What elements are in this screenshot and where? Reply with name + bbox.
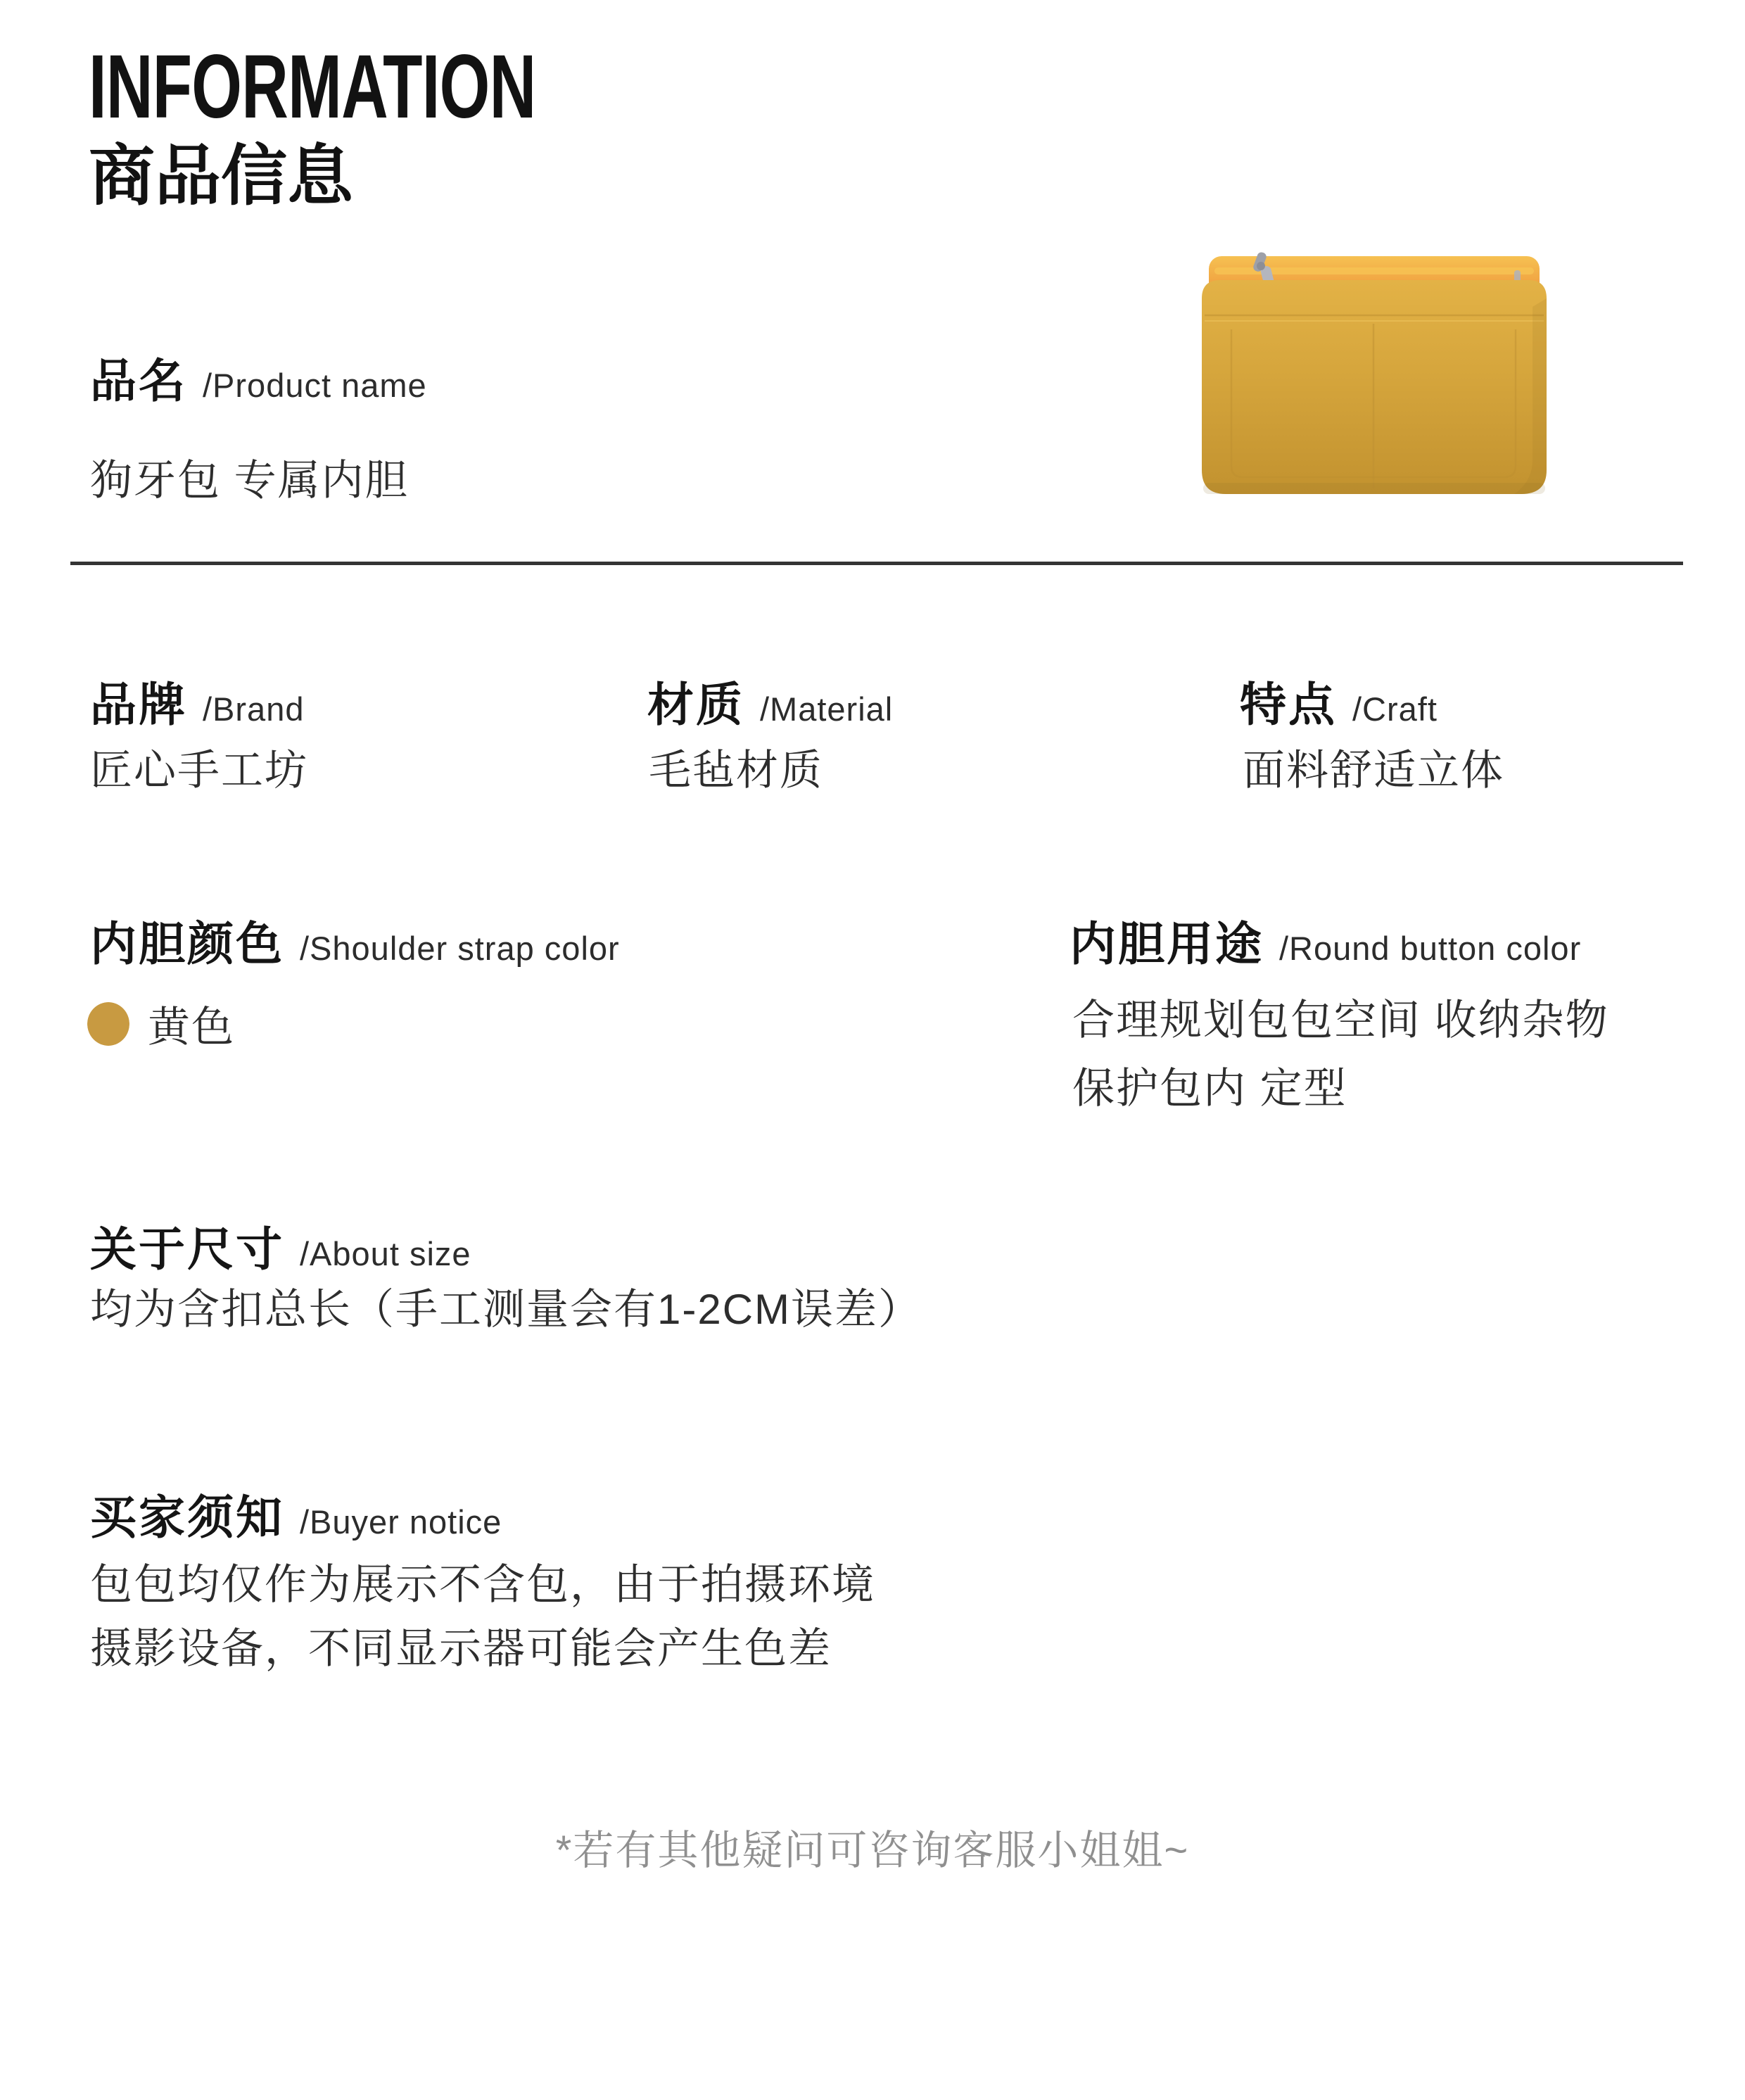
craft-label-en: /Craft bbox=[1352, 690, 1438, 728]
buyer-notice-label-cn: 买家须知 bbox=[90, 1491, 284, 1543]
brand-label-en: /Brand bbox=[203, 690, 305, 728]
section-material bbox=[647, 667, 893, 734]
buyer-notice-line2: 摄影设备，不同显示器可能会产生色差 bbox=[90, 1625, 832, 1672]
section-liner-usage bbox=[1070, 906, 1581, 973]
product-name-value: 狗牙包 专属内胆 bbox=[90, 457, 409, 504]
page-title-cn: 商品信息 bbox=[89, 139, 354, 213]
divider-line bbox=[70, 562, 1683, 565]
bag-illustration bbox=[1196, 251, 1552, 498]
brand-label-cn: 品牌 bbox=[90, 678, 187, 730]
about-size-label-cn: 关于尺寸 bbox=[90, 1223, 284, 1275]
craft-value: 面料舒适立体 bbox=[1243, 747, 1504, 794]
about-size-value: 均为含扣总长（手工测量会有1-2CM误差） bbox=[90, 1286, 922, 1333]
product-name-label-en: /Product name bbox=[203, 367, 427, 404]
brand-value: 匠心手工坊 bbox=[90, 747, 308, 794]
footer-note: *若有其他疑问可咨询客服小姐姐~ bbox=[555, 1828, 1190, 1873]
liner-usage-line1: 合理规划包包空间 收纳杂物 bbox=[1072, 997, 1609, 1044]
section-product-name bbox=[90, 343, 427, 410]
section-about-size bbox=[90, 1212, 471, 1279]
liner-color-row bbox=[87, 994, 235, 1054]
material-value: 毛毡材质 bbox=[649, 747, 823, 794]
material-label-en: /Material bbox=[760, 690, 894, 728]
liner-color-label-cn: 内胆颜色 bbox=[90, 918, 284, 970]
liner-usage-label-en: /Round button color bbox=[1279, 930, 1582, 967]
section-buyer-notice bbox=[90, 1480, 502, 1547]
page-title-en: INFORMATION bbox=[89, 37, 536, 137]
yellow-swatch-icon bbox=[87, 1002, 129, 1046]
craft-label-cn: 特点 bbox=[1240, 678, 1337, 730]
buyer-notice-label-en: /Buyer notice bbox=[300, 1503, 502, 1541]
product-photo bbox=[1196, 251, 1552, 498]
section-craft bbox=[1240, 667, 1438, 734]
liner-usage-line2: 保护包内 定型 bbox=[1072, 1065, 1347, 1112]
liner-usage-label-cn: 内胆用途 bbox=[1070, 918, 1264, 970]
material-label-cn: 材质 bbox=[647, 678, 744, 730]
liner-color-value: 黄色 bbox=[148, 1004, 235, 1051]
section-liner-color bbox=[90, 906, 620, 973]
buyer-notice-line1: 包包均仅作为展示不含包，由于拍摄环境 bbox=[90, 1561, 875, 1608]
bag-bottom-shading bbox=[1203, 483, 1545, 494]
product-name-label-cn: 品名 bbox=[90, 355, 187, 407]
about-size-label-en: /About size bbox=[300, 1235, 471, 1272]
section-brand bbox=[90, 667, 304, 734]
liner-color-label-en: /Shoulder strap color bbox=[300, 930, 620, 967]
